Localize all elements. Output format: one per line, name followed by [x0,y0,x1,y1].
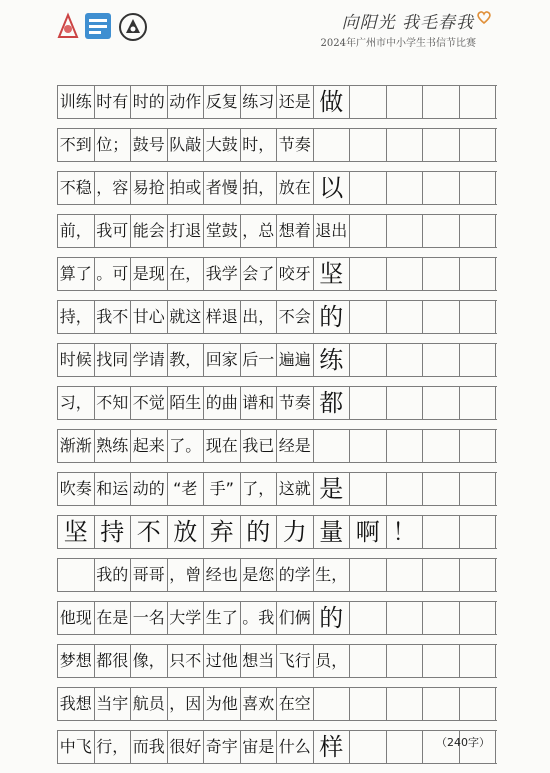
grid-cell: 就这 [168,301,205,333]
grid-cell: 放 [168,516,205,548]
grid-row [57,730,497,764]
school-seal-icon [118,12,148,42]
grid-row [57,300,497,334]
grid-cell: 在是 [95,602,132,634]
grid-cell: ，曾 [168,559,205,591]
grid-cell: 都很 [95,645,132,677]
grid-cell [350,129,387,161]
grid-cell [58,559,95,591]
grid-cell: 一名 [131,602,168,634]
grid-cell: 哥哥 [131,559,168,591]
grid-cell: 节奏 [277,387,314,419]
grid-cell: 。我 [241,602,278,634]
grid-cell [387,731,424,763]
grid-cell [423,473,460,505]
grid-cell: 都 [314,387,351,419]
grid-cell: 大鼓 [204,129,241,161]
grid-row [57,257,497,291]
grid-cell: 员， [314,645,351,677]
grid-cell: 学请 [131,344,168,376]
grid-cell [460,387,497,419]
grid-row [57,85,497,119]
word-count: （240字） [436,736,490,749]
grid-cell: 放在 [277,172,314,204]
grid-cell: 不知 [95,387,132,419]
grid-cell: 了。 [168,430,205,462]
grid-cell: 不觉 [131,387,168,419]
grid-cell [387,86,424,118]
grid-cell: 生， [314,559,351,591]
grid-cell: 们俩 [277,602,314,634]
grid-cell: 的曲 [204,387,241,419]
grid-cell: 吹奏 [58,473,95,505]
grid-row [57,644,497,678]
grid-cell: 想着 [277,215,314,247]
grid-row [57,429,497,463]
grid-cell: 想当 [241,645,278,677]
grid-cell: 梦想 [58,645,95,677]
grid-cell: 弃 [204,516,241,548]
grid-cell: 力 [277,516,314,548]
grid-cell: 熟练 [95,430,132,462]
grid-cell: 能会 [131,215,168,247]
grid-cell: 节奏 [277,129,314,161]
grid-cell [350,258,387,290]
grid-cell [423,688,460,720]
grid-cell: 只不 [168,645,205,677]
grid-cell [460,645,497,677]
grid-cell: 前， [58,215,95,247]
grid-cell [423,129,460,161]
grid-cell [350,301,387,333]
grid-cell [423,86,460,118]
grid-cell: 不会 [277,301,314,333]
grid-cell [387,258,424,290]
grid-cell: ，因 [168,688,205,720]
grid-cell: 经是 [277,430,314,462]
grid-cell [460,559,497,591]
grid-cell [387,387,424,419]
grid-cell: 谱和 [241,387,278,419]
grid-cell: 是您 [241,559,278,591]
grid-cell: ，容 [95,172,132,204]
grid-cell: 的 [314,301,351,333]
grid-cell [460,86,497,118]
grid-cell: 的学 [277,559,314,591]
grid-cell [423,559,460,591]
grid-cell: 是现 [131,258,168,290]
grid-cell: 训练 [58,86,95,118]
event-slogan: 向阳光 我毛春我 [341,13,474,33]
grid-cell: 还是 [277,86,314,118]
grid-cell: 航员 [131,688,168,720]
grid-cell: 和运 [95,473,132,505]
grid-cell [350,172,387,204]
grid-cell [423,387,460,419]
heart-icon [476,10,492,24]
grid-cell [350,731,387,763]
grid-cell: 出， [241,301,278,333]
grid-cell [387,645,424,677]
grid-cell: 中飞 [58,731,95,763]
grid-cell: 者慢 [204,172,241,204]
grid-cell: 喜欢 [241,688,278,720]
grid-cell: 咬牙 [277,258,314,290]
grid-cell: “老 [168,473,205,505]
grid-cell [423,301,460,333]
grid-cell [350,344,387,376]
grid-cell: 会了 [241,258,278,290]
competition-logo-icon [56,12,80,40]
grid-cell [423,645,460,677]
letter-header [0,0,550,62]
grid-cell: 做 [314,86,351,118]
grid-cell: 什么 [277,731,314,763]
grid-row [57,386,497,420]
grid-cell: 宙是 [241,731,278,763]
grid-cell [423,516,460,548]
grid-cell: 坚 [58,516,95,548]
grid-cell: 动作 [168,86,205,118]
grid-cell [460,473,497,505]
grid-cell: 。可 [95,258,132,290]
grid-cell [387,473,424,505]
grid-cell: 拍或 [168,172,205,204]
grid-cell: 后一 [241,344,278,376]
grid-cell: 生了 [204,602,241,634]
writing-grid [57,85,497,773]
grid-cell [350,602,387,634]
grid-cell: 样 [314,731,351,763]
grid-cell: 找同 [95,344,132,376]
grid-row [57,343,497,377]
grid-cell [460,430,497,462]
grid-cell: 这就 [277,473,314,505]
grid-cell: 持 [95,516,132,548]
grid-cell [423,344,460,376]
grid-cell: 样退 [204,301,241,333]
grid-cell: 反复 [204,86,241,118]
grid-cell: 很好 [168,731,205,763]
grid-cell: 不 [131,516,168,548]
grid-row [57,214,497,248]
grid-cell [387,172,424,204]
grid-cell [350,559,387,591]
grid-cell: 回家 [204,344,241,376]
grid-cell: 在空 [277,688,314,720]
grid-cell: 堂鼓 [204,215,241,247]
grid-cell: 我的 [95,559,132,591]
grid-cell [460,602,497,634]
grid-cell: 不到 [58,129,95,161]
grid-cell [460,215,497,247]
grid-cell [460,516,497,548]
grid-cell [314,129,351,161]
grid-row [57,171,497,205]
grid-cell: 飞行 [277,645,314,677]
grid-cell: 渐渐 [58,430,95,462]
grid-cell: 我学 [204,258,241,290]
grid-row [57,515,497,549]
grid-cell: 经也 [204,559,241,591]
grid-cell: 教， [168,344,205,376]
grid-cell: 易抢 [131,172,168,204]
grid-cell: 持， [58,301,95,333]
grid-cell [460,172,497,204]
grid-cell [387,559,424,591]
grid-cell [423,430,460,462]
grid-cell [423,258,460,290]
grid-cell: 算了 [58,258,95,290]
grid-cell [387,129,424,161]
grid-row [57,687,497,721]
grid-cell: 啊 [350,516,387,548]
grid-cell: 甘心 [131,301,168,333]
grid-cell [350,86,387,118]
grid-cell: 我想 [58,688,95,720]
grid-row [57,558,497,592]
grid-row [57,601,497,635]
grid-row [57,472,497,506]
grid-cell [314,430,351,462]
grid-cell: 练习 [241,86,278,118]
grid-cell [387,602,424,634]
grid-cell: ，总 [241,215,278,247]
grid-cell: 手” [204,473,241,505]
grid-cell: 了， [241,473,278,505]
grid-cell [423,215,460,247]
grid-cell [350,473,387,505]
grid-cell [387,344,424,376]
grid-cell: 时的 [131,86,168,118]
grid-cell [350,430,387,462]
grid-cell: 的 [314,602,351,634]
book-fair-logo-icon [84,12,112,40]
grid-cell: 在， [168,258,205,290]
grid-cell: 不稳 [58,172,95,204]
grid-cell: 队敲 [168,129,205,161]
grid-cell [460,688,497,720]
grid-cell: 拍， [241,172,278,204]
grid-cell: 时有 [95,86,132,118]
grid-cell [460,129,497,161]
grid-cell: 而我 [131,731,168,763]
grid-cell: 过他 [204,645,241,677]
grid-cell: 大学 [168,602,205,634]
grid-cell [423,172,460,204]
grid-cell: 习， [58,387,95,419]
grid-cell: 当宇 [95,688,132,720]
grid-cell: 打退 [168,215,205,247]
grid-cell [314,688,351,720]
grid-cell: 奇宇 [204,731,241,763]
grid-cell: 时， [241,129,278,161]
grid-cell: 以 [314,172,351,204]
grid-cell [460,344,497,376]
grid-cell: 行， [95,731,132,763]
grid-cell [350,387,387,419]
grid-cell: 坚 [314,258,351,290]
grid-cell [460,258,497,290]
grid-cell [350,215,387,247]
grid-cell: 鼓号 [131,129,168,161]
grid-cell: 陌生 [168,387,205,419]
grid-cell: 我可 [95,215,132,247]
grid-cell: 练 [314,344,351,376]
grid-row [57,128,497,162]
grid-cell: 退出 [314,215,351,247]
grid-cell [350,645,387,677]
grid-cell: 时候 [58,344,95,376]
grid-cell: 的 [241,516,278,548]
grid-cell: ！ [387,516,424,548]
grid-cell: 我已 [241,430,278,462]
event-subtitle: 2024年广州市中小学生书信节比赛 [320,38,476,49]
grid-cell: 为他 [204,688,241,720]
grid-cell: 他现 [58,602,95,634]
grid-cell [387,688,424,720]
grid-cell [350,688,387,720]
grid-cell [387,215,424,247]
grid-cell: 我不 [95,301,132,333]
grid-cell: 现在 [204,430,241,462]
grid-cell [387,301,424,333]
grid-cell: 位； [95,129,132,161]
grid-cell [387,430,424,462]
grid-cell: 起来 [131,430,168,462]
grid-cell [423,602,460,634]
grid-cell: 遍遍 [277,344,314,376]
grid-cell: 量 [314,516,351,548]
grid-cell [460,301,497,333]
grid-cell: 动的 [131,473,168,505]
grid-cell: 像， [131,645,168,677]
grid-cell: 是 [314,473,351,505]
